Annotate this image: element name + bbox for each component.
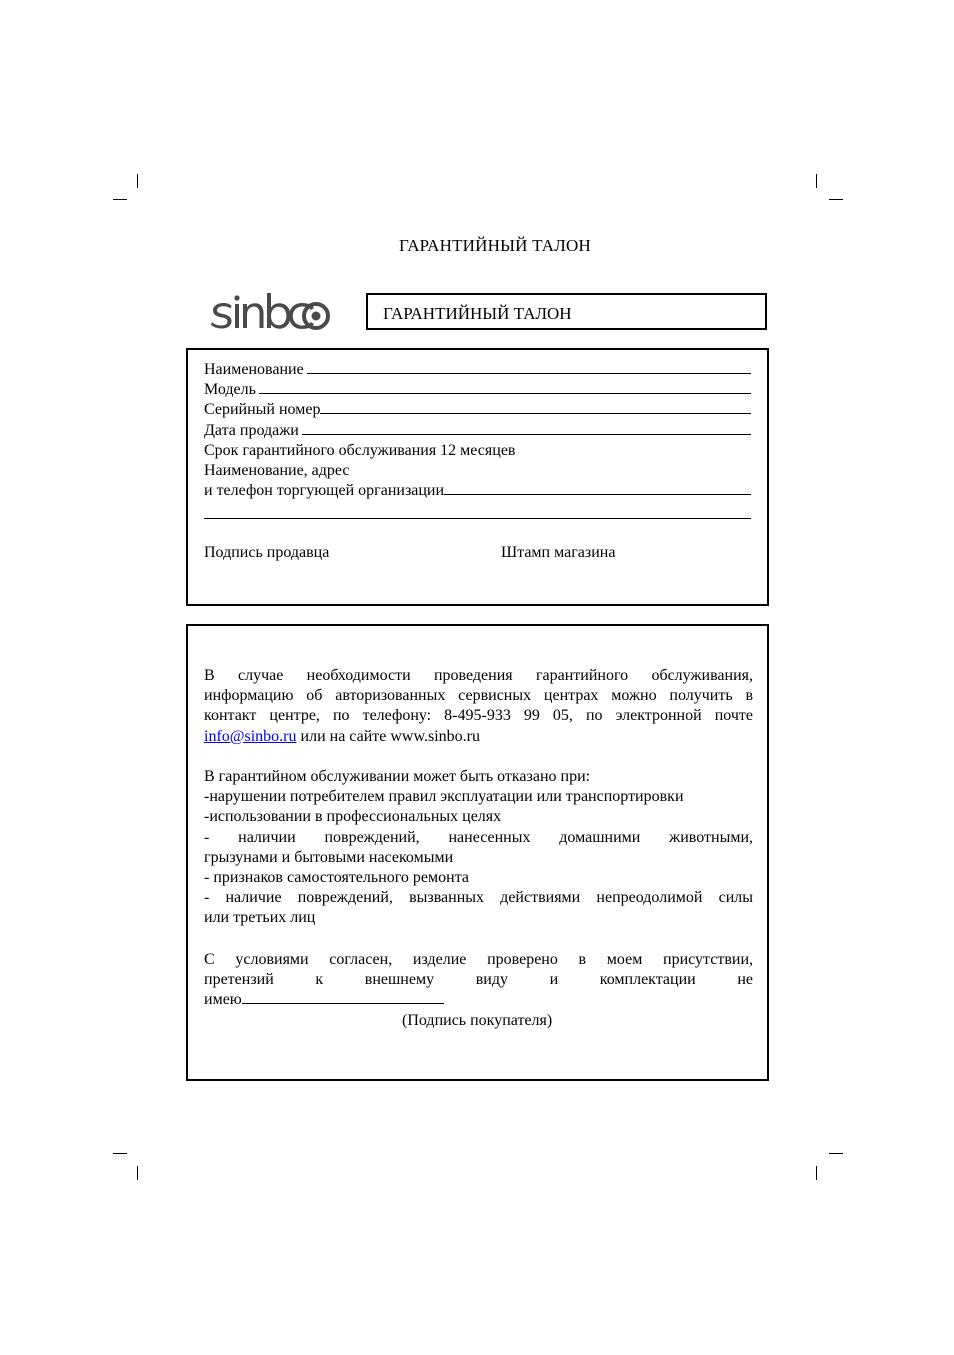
refusal-item: -использовании в профессиональных целях xyxy=(204,808,502,826)
warranty-info-box xyxy=(186,624,769,1081)
shop-stamp-label: Штамп магазина xyxy=(501,544,616,561)
serial-row xyxy=(204,400,751,420)
consent-line: имею xyxy=(204,991,242,1009)
buyer-signature-label: (Подпись покупателя) xyxy=(402,1011,553,1029)
sale-date-row xyxy=(204,421,751,441)
sinbo-logo xyxy=(210,290,330,334)
crop-mark xyxy=(829,199,843,200)
serial-field[interactable] xyxy=(320,400,751,414)
sale-date-label: Дата продажи xyxy=(204,422,299,439)
crop-mark xyxy=(113,199,127,200)
seller-signature-label: Подпись продавца xyxy=(204,544,330,561)
service-info-line: В случае необходимости проведения гарантийного обслуживания, xyxy=(204,667,753,684)
org-label-line1: Наименование, адрес xyxy=(204,462,350,479)
consent-paragraph xyxy=(204,950,753,1031)
refusal-paragraph xyxy=(204,767,753,929)
serial-label: Серийный номер xyxy=(204,401,321,418)
refusal-item: - признаков самостоятельного ремонта xyxy=(204,869,469,887)
website-text: или на сайте www.sinbo.ru xyxy=(296,727,480,745)
crop-mark xyxy=(137,1166,138,1180)
crop-mark xyxy=(829,1153,843,1154)
consent-line: претензий к внешнему виду и комплектации не xyxy=(204,971,753,989)
model-field[interactable] xyxy=(259,380,751,394)
org-field[interactable] xyxy=(444,481,751,495)
product-name-label: Наименование xyxy=(204,361,304,378)
warranty-form-box xyxy=(186,348,769,606)
consent-line: С условиями согласен, изделие проверено в моем присутствии, xyxy=(204,951,753,968)
model-label: Модель xyxy=(204,381,256,398)
org-row xyxy=(204,481,751,501)
refusal-item-continued: грызунами и бытовыми насекомыми xyxy=(204,848,454,866)
product-name-field[interactable] xyxy=(307,360,751,374)
refusal-item: -нарушении потребителем правил эксплуатации или транспортировки xyxy=(204,788,684,806)
service-info-paragraph xyxy=(204,666,753,747)
service-info-line: информацию об авторизованных сервисных центрах можно получить в xyxy=(204,687,753,705)
product-name-row xyxy=(204,360,751,380)
refusal-item-continued: или третьих лиц xyxy=(204,909,316,927)
refusal-item: - наличии повреждений, нанесенных домашними животными, xyxy=(204,828,753,846)
warranty-title-box: ГАРАНТИЙНЫЙ ТАЛОН xyxy=(366,293,767,330)
org-field-extra-line[interactable] xyxy=(204,518,751,519)
crop-mark xyxy=(113,1153,127,1154)
crop-mark xyxy=(816,1166,817,1180)
service-info-line: контакт центре, по телефону: 8-495-933 99 05, по электронной почте xyxy=(204,707,753,725)
model-row xyxy=(204,380,751,400)
email-link[interactable]: info@sinbo.ru xyxy=(204,727,297,745)
warranty-period-text: Срок гарантийного обслуживания 12 месяцев xyxy=(204,442,516,459)
crop-mark xyxy=(816,174,817,188)
refusal-item: - наличие повреждений, вызванных действиями непреодолимой силы xyxy=(204,889,753,907)
crop-mark xyxy=(137,174,138,188)
page-title: ГАРАНТИЙНЫЙ ТАЛОН xyxy=(399,236,591,255)
refusal-intro: В гарантийном обслуживании может быть отказано при: xyxy=(204,768,591,785)
buyer-signature-field[interactable] xyxy=(242,990,444,1004)
sale-date-field[interactable] xyxy=(302,421,751,435)
org-label-line2: и телефон торгующей организации xyxy=(204,482,445,499)
